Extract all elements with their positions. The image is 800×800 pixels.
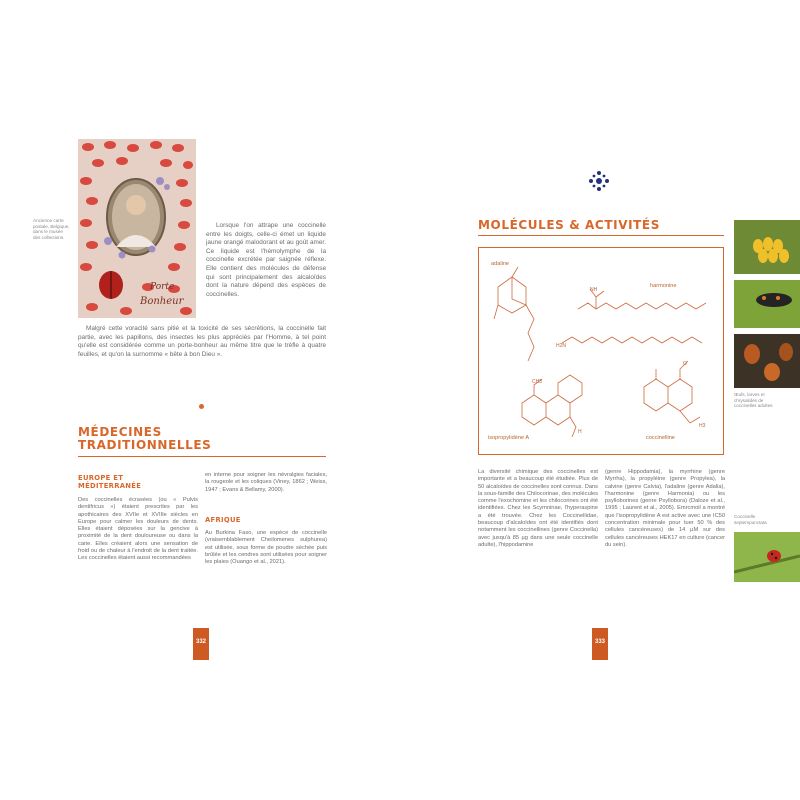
right-page: [400, 0, 800, 800]
molecule-label-harmonine: harmonine: [650, 283, 677, 289]
molecules-rule: [478, 235, 724, 236]
molecule-diagram: [478, 247, 724, 455]
molecule-label-coccinelline: coccinelline: [646, 435, 675, 441]
ornament-icon: [588, 170, 610, 192]
subheading-europe-line2: MÉDITERRANÉE: [78, 482, 142, 490]
section-heading-line1: MÉDECINES: [78, 425, 162, 439]
svg-text:H: H: [578, 429, 582, 435]
postcard-script-2: Bonheur: [140, 296, 184, 307]
svg-text:O: O: [683, 361, 687, 367]
side-caption-2: Coccinelle septempunctata: [734, 514, 767, 525]
svg-text:H2N: H2N: [556, 343, 567, 349]
postcard-image: [78, 139, 196, 318]
col1-text: Des coccinelles écrasées (ou « Pulvis dentifricus ») étaient prescrites par les apothicaires des XVIIe et XVIIIe siècles en Europe pour calmer les douleurs de dents. Elles étaient déposées sur la gencive à proximité de la dent douloureuse ou dans la carie. Elles créaient alors une sensation de froid ou de chaleur à l'endroit de la dent traitée. Les coccinelles étaient aussi recommandées: [78, 497, 198, 562]
photo-eggs: [734, 220, 800, 274]
col2-text: en interne pour soigner les névralgies faciales, la rougeole et les coliques (Viney, 1862 ; Weiss, 1947 ; Evans & Bellamy, 2000).: [205, 472, 327, 493]
page-number-left: 332: [193, 628, 209, 660]
section-dot: [199, 404, 204, 409]
postcard-illustration: [78, 139, 196, 318]
molecule-label-adaline: adaline: [491, 261, 510, 267]
photo-larva: [734, 280, 800, 328]
section-heading-line2: TRADITIONNELLES: [78, 438, 212, 452]
photo-ladybug: [734, 532, 800, 582]
molecule-label-isopropylidene: isopropylidène A: [488, 435, 530, 441]
side-caption-1: Œufs, larves et chrysalides de coccinelles adultes: [734, 392, 773, 409]
section-heading: [78, 426, 211, 452]
subheading-afrique: AFRIQUE: [205, 516, 241, 524]
intro-paragraph-1: Lorsque l'on attrape une coccinelle entre les doigts, celle-ci émet un liquide jaune orangé malodorant et au goût amer. Ce liquide est l'hémolymphe de la coccinelle excrétée par saignée réflexe. Elle contient des molécules de défense qui sont principalement des alcaloïdes dont la nature dépend des espèces de coccinelles.: [206, 222, 326, 298]
intro-paragraph-2: Malgré cette voracité sans pitié et la toxicité de ses sécrétions, la coccinelle fait partie, avec les papillons, des insectes les plus appréciés par l'Homme, à tel point qu'elle est considérée comme un porte-bonheur au même titre que le trèfle à quatre feuilles, et qu'on la surnomme « bête à bon Dieu ».: [78, 325, 326, 358]
molecules-col1: La diversité chimique des coccinelles est importante et a beaucoup été étudiée. Plus de 50 alcaloïdes de coccinelles sont connus. Dans la sous-famille des Chilocorinae, des molécules comme l'exochomine et les chilocorines ont été identifiées. Chez les Scymninae, l'hyperaspine a été trouvée. Chez les Coccinellidae, beaucoup d'alcaloïdes ont été identifiés dont notamment les coccinellines (genre Coccinella) avec jusqu'à 85 µg dans une seule coccinelle adulte), l'hippodamine: [478, 469, 598, 548]
section-rule: [78, 456, 326, 457]
col2-text-2: Au Burkina Faso, une espèce de coccinelle (vraisemblablement Cheilomenes sulphurea) est utilisée, sous forme de poudre séchée puis brûlée et les cendres sont utilisées pour soigner les plaies (Ouango et al., 2021).: [205, 530, 327, 566]
image-caption: Ancienne carte postale, Belgique, dans le musée des collections.: [33, 218, 70, 240]
photo-pupae: [734, 334, 800, 388]
svg-text:H3: H3: [699, 423, 706, 429]
molecules-heading: MOLÉCULES & ACTIVITÉS: [478, 218, 660, 232]
molecules-col2: (genre Hippodamia), la myrrhine (genre Myrrha), la propyléine (genre Propylea), la calvine (genre Calvia), l'adaline (genre Adalia), l'harmonine (genre Harmonia) ou les psylloborines (genre Psyllobora) (Daloze et al., 1995 ; Laurent et al., 2005). Emrcmoil a montré que l'isopropylidène A est active avec une IC50 concentration minimale pour tuer 50 % des cellules cancéreuses) de 14 µM sur des cellules cancéreuses HEK17 en culture (cancer du sein).: [605, 469, 725, 548]
subheading-europe: [78, 474, 141, 490]
page-number-right: 333: [592, 628, 608, 660]
svg-text:NH: NH: [590, 287, 598, 293]
postcard-script-1: Porte: [150, 282, 175, 292]
svg-text:CH3: CH3: [532, 379, 543, 385]
subheading-europe-line1: EUROPE ET: [78, 474, 124, 482]
